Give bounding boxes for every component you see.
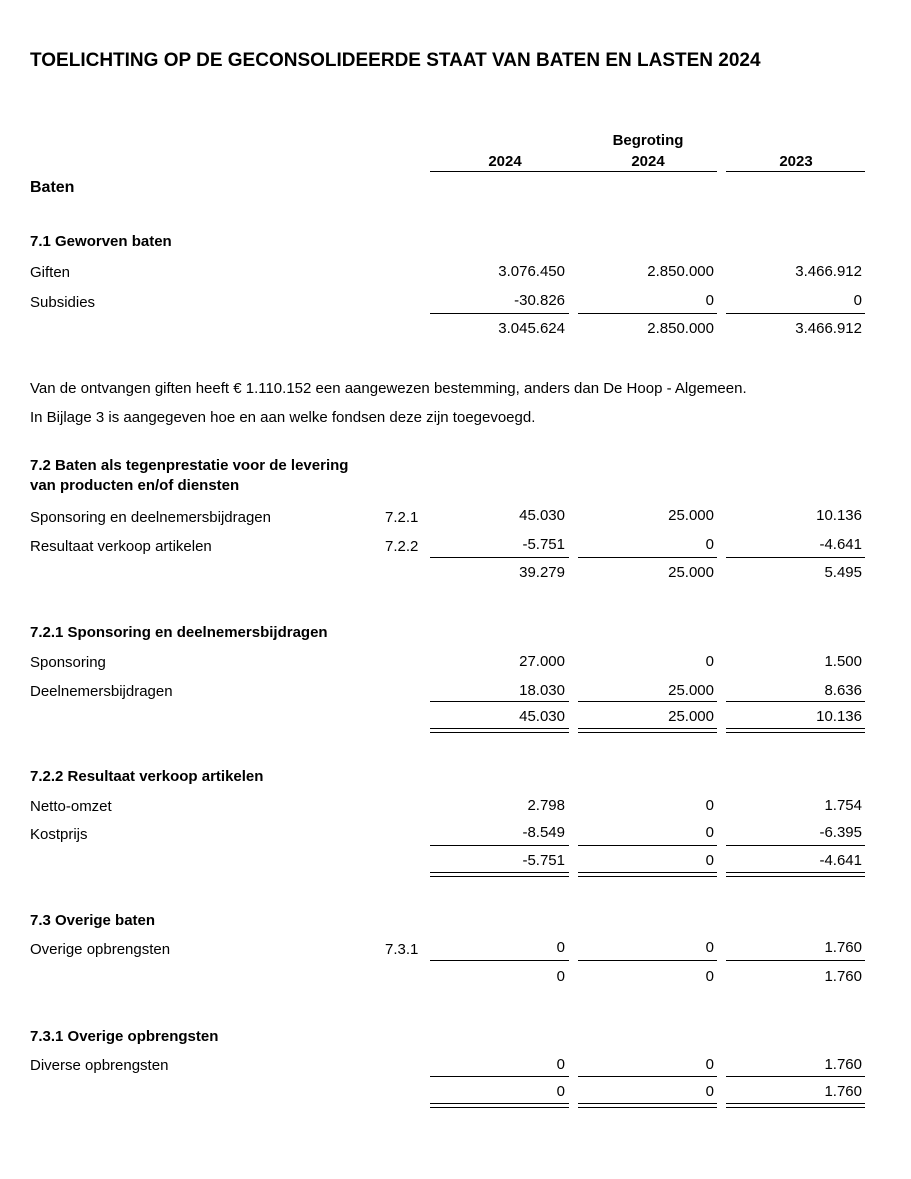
value-cell: -4.641 (819, 536, 862, 553)
total-cell: 0 (705, 852, 714, 869)
subtotal-rule (430, 1076, 569, 1077)
subtotal-rule (726, 960, 865, 961)
value-cell: 1.500 (824, 653, 862, 670)
value-cell: -6.395 (819, 824, 862, 841)
value-cell: -30.826 (514, 292, 565, 309)
subtotal-rule (726, 845, 865, 846)
subtotal-rule (726, 313, 865, 314)
column-header-2024: 2024 (488, 153, 522, 170)
value-cell: 0 (705, 939, 714, 956)
value-cell: 0 (705, 536, 714, 553)
value-cell: 3.076.450 (498, 263, 565, 280)
subtotal-rule (430, 313, 569, 314)
total-double-rule (726, 1103, 865, 1108)
total-cell: 2.850.000 (647, 320, 714, 337)
total-cell: -4.641 (819, 852, 862, 869)
value-cell: 1.760 (824, 939, 862, 956)
value-cell: 0 (705, 1056, 714, 1073)
subtotal-rule (430, 701, 569, 702)
value-cell: 8.636 (824, 682, 862, 699)
value-cell: 25.000 (668, 507, 714, 524)
row-label: Overige opbrengsten (30, 941, 171, 958)
section-heading: 7.2 Baten als tegenprestatie voor de levering (30, 457, 349, 474)
subtotal-rule (430, 845, 569, 846)
value-cell: 45.030 (519, 507, 565, 524)
value-cell: 0 (705, 824, 714, 841)
total-cell: 3.466.912 (795, 320, 862, 337)
value-cell: 2.850.000 (647, 263, 714, 280)
header-rule-right (726, 171, 865, 172)
row-label: Kostprijs (30, 826, 88, 843)
total-cell: 0 (556, 1083, 565, 1100)
subtotal-rule (578, 1076, 717, 1077)
row-label: Sponsoring (30, 654, 106, 671)
total-cell: -5.751 (522, 852, 565, 869)
row-label: Diverse opbrengsten (30, 1057, 169, 1074)
total-double-rule (726, 728, 865, 733)
total-cell: 0 (705, 1083, 714, 1100)
subtotal-rule (578, 845, 717, 846)
row-label: Sponsoring en deelnemersbijdragen (30, 509, 271, 526)
value-cell: 2.798 (527, 797, 565, 814)
value-cell: 0 (705, 292, 714, 309)
page-title: TOELICHTING OP DE GECONSOLIDEERDE STAAT VAN BATEN EN LASTEN 2024 (30, 50, 761, 71)
baten-heading: Baten (30, 179, 75, 196)
total-cell: 39.279 (519, 564, 565, 581)
total-cell: 25.000 (668, 564, 714, 581)
value-cell: 1.754 (824, 797, 862, 814)
note-text: Van de ontvangen giften heeft € 1.110.152 een aangewezen bestemming, anders dan De Hoop - Algemeen. (30, 380, 747, 397)
total-double-rule (430, 872, 569, 877)
value-cell: 0 (705, 797, 714, 814)
column-header-begroting-2024: 2024 (631, 153, 665, 170)
reference-number: 7.2.1 (385, 509, 419, 526)
value-cell: 10.136 (816, 507, 862, 524)
value-cell: -5.751 (522, 536, 565, 553)
subtotal-rule (578, 960, 717, 961)
row-label: Netto-omzet (30, 798, 112, 815)
row-label: Subsidies (30, 294, 96, 311)
total-cell: 1.760 (824, 1083, 862, 1100)
row-label: Deelnemersbijdragen (30, 683, 173, 700)
reference-number: 7.3.1 (385, 941, 419, 958)
total-cell: 45.030 (519, 708, 565, 725)
value-cell: 0 (853, 292, 862, 309)
section-heading-cont: van producten en/of diensten (30, 477, 240, 494)
total-cell: 25.000 (668, 708, 714, 725)
row-label: Resultaat verkoop artikelen (30, 538, 212, 555)
total-cell: 1.760 (824, 968, 862, 985)
subtotal-rule (726, 1076, 865, 1077)
section-heading: 7.2.2 Resultaat verkoop artikelen (30, 768, 264, 785)
subtotal-rule (430, 557, 569, 558)
subtotal-rule (726, 557, 865, 558)
subtotal-rule (430, 960, 569, 961)
subtotal-rule (578, 313, 717, 314)
subtotal-rule (578, 557, 717, 558)
subtotal-rule (578, 701, 717, 702)
value-cell: 0 (556, 1056, 565, 1073)
section-heading: 7.2.1 Sponsoring en deelnemersbijdragen (30, 624, 328, 641)
total-cell: 0 (705, 968, 714, 985)
reference-number: 7.2.2 (385, 538, 419, 555)
value-cell: 25.000 (668, 682, 714, 699)
section-heading: 7.1 Geworven baten (30, 233, 172, 250)
value-cell: 18.030 (519, 682, 565, 699)
total-double-rule (578, 872, 717, 877)
total-double-rule (578, 1103, 717, 1108)
subtotal-rule (726, 701, 865, 702)
total-cell: 3.045.624 (498, 320, 565, 337)
value-cell: 3.466.912 (795, 263, 862, 280)
begroting-header: Begroting (612, 132, 684, 149)
total-double-rule (726, 872, 865, 877)
note-text: In Bijlage 3 is aangegeven hoe en aan welke fondsen deze zijn toegevoegd. (30, 409, 536, 426)
total-cell: 5.495 (824, 564, 862, 581)
value-cell: 0 (705, 653, 714, 670)
value-cell: -8.549 (522, 824, 565, 841)
total-cell: 10.136 (816, 708, 862, 725)
total-double-rule (430, 1103, 569, 1108)
total-double-rule (430, 728, 569, 733)
value-cell: 1.760 (824, 1056, 862, 1073)
header-rule-left (430, 171, 717, 172)
total-double-rule (578, 728, 717, 733)
column-header-2023: 2023 (779, 153, 813, 170)
value-cell: 0 (556, 939, 565, 956)
section-heading: 7.3.1 Overige opbrengsten (30, 1028, 219, 1045)
section-heading: 7.3 Overige baten (30, 912, 156, 929)
row-label: Giften (30, 264, 71, 281)
value-cell: 27.000 (519, 653, 565, 670)
total-cell: 0 (556, 968, 565, 985)
